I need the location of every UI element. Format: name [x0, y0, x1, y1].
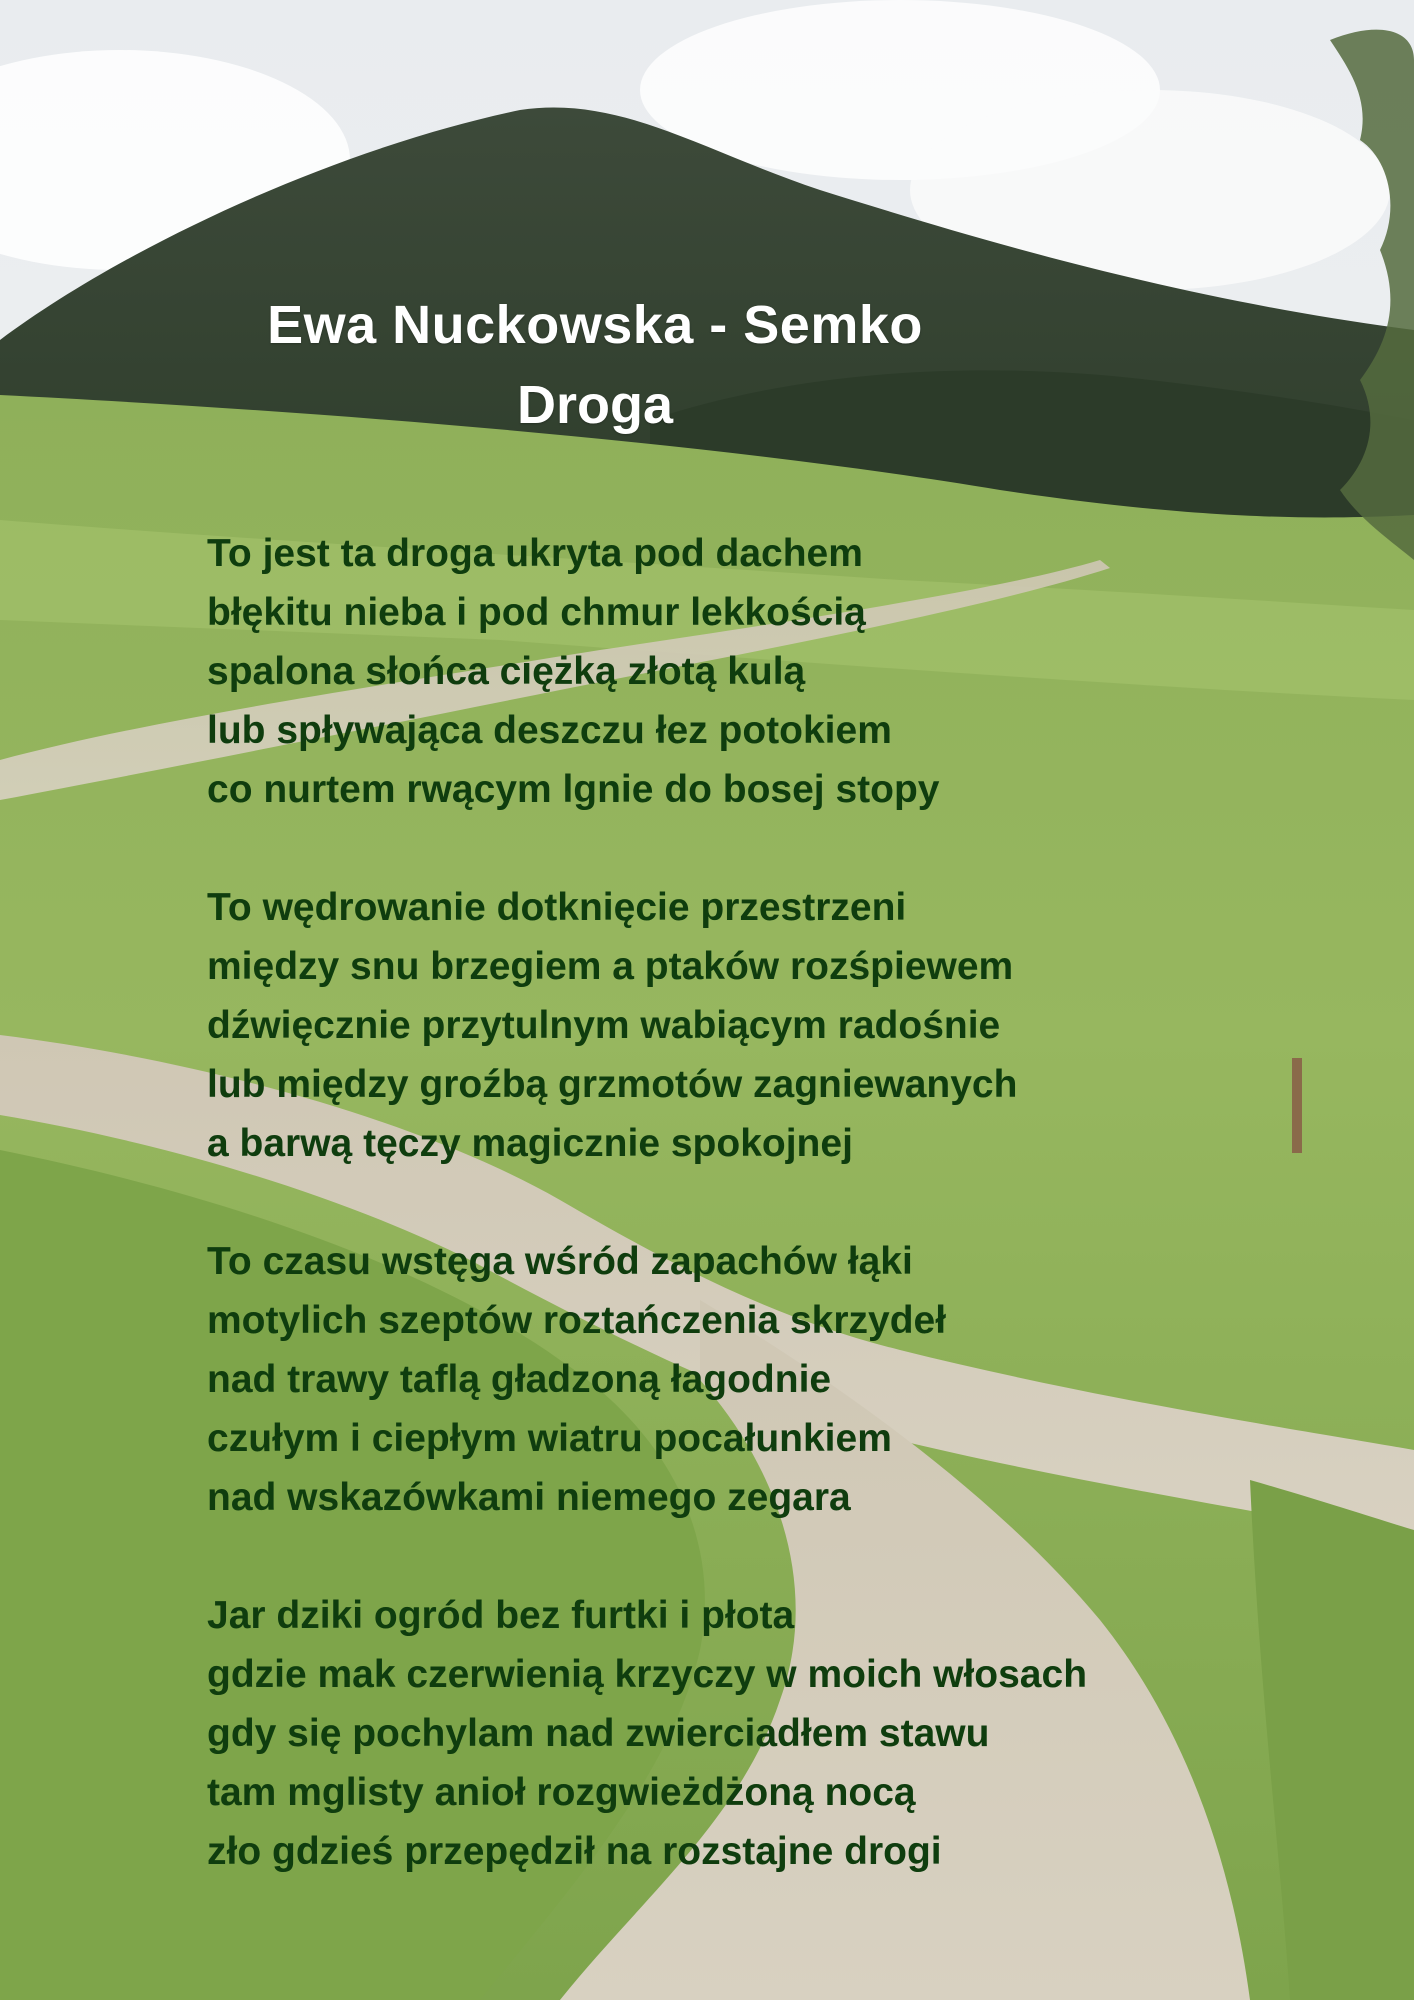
poem-line: spalona słońca ciężką złotą kulą	[207, 650, 806, 693]
poem-line: między snu brzegiem a ptaków rozśpiewem	[207, 945, 1014, 988]
poem-line: nad trawy taflą gładzoną łagodnie	[207, 1358, 832, 1401]
poem-stanza-3	[207, 1232, 1357, 1527]
poem-line: dźwięcznie przytulnym wabiącym radośnie	[207, 1004, 1001, 1047]
poem-line: czułym i ciepłym wiatru pocałunkiem	[207, 1417, 892, 1460]
poem-line: motylich szeptów roztańczenia skrzydeł	[207, 1299, 947, 1342]
poem-header	[0, 285, 1190, 445]
poem-title: Droga	[516, 375, 673, 435]
poem-line: a barwą tęczy magicznie spokojnej	[207, 1122, 853, 1165]
poem-line: gdy się pochylam nad zwierciadłem stawu	[207, 1712, 990, 1755]
poem-author: Ewa Nuckowska - Semko	[267, 295, 923, 355]
poem-line: To czasu wstęga wśród zapachów łąki	[207, 1240, 913, 1283]
poem-line: błękitu nieba i pod chmur lekkością	[207, 591, 866, 634]
poem-line: To jest ta droga ukryta pod dachem	[207, 532, 863, 575]
poem-line: gdzie mak czerwienią krzyczy w moich włosach	[207, 1653, 1088, 1696]
poem-stanza-4	[207, 1586, 1357, 1881]
poem-stanza-1	[207, 524, 1357, 819]
poem-line: tam mglisty anioł rozgwieżdżoną nocą	[207, 1771, 916, 1814]
poem-line: To wędrowanie dotknięcie przestrzeni	[207, 886, 907, 929]
poem-line: lub spływająca deszczu łez potokiem	[207, 709, 892, 752]
poem-line: zło gdzieś przepędził na rozstajne drogi	[207, 1830, 942, 1873]
poem-line: nad wskazówkami niemego zegara	[207, 1476, 851, 1519]
poem-line: Jar dziki ogród bez furtki i płota	[207, 1594, 795, 1637]
poem-line: lub między groźbą grzmotów zagniewanych	[207, 1063, 1018, 1106]
poem-line: co nurtem rwącym lgnie do bosej stopy	[207, 768, 940, 811]
poem-stanza-2	[207, 878, 1357, 1173]
poem-body	[207, 524, 1357, 1940]
